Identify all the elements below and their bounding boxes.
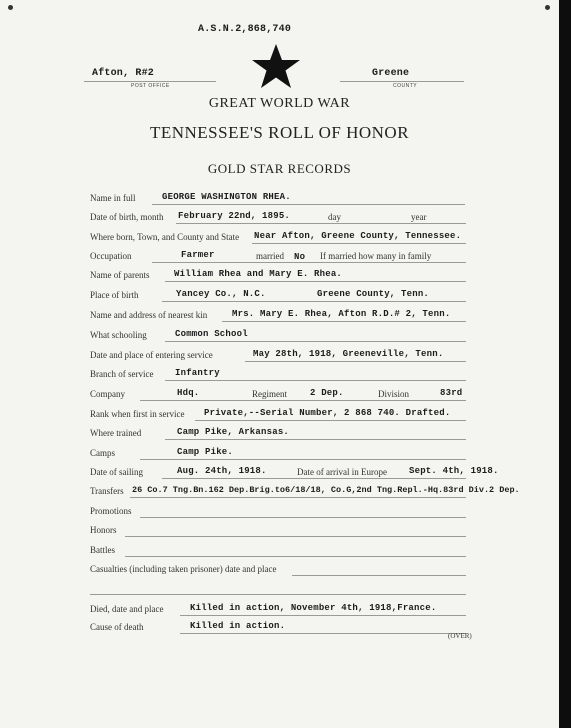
county-value: Greene (372, 68, 410, 79)
value-name: GEORGE WASHINGTON RHEA. (162, 192, 291, 202)
value-cause-of-death: Killed in action. (190, 621, 286, 631)
county-caption: COUNTY (393, 83, 418, 89)
serial-number: A.S.N.2,868,740 (198, 24, 292, 35)
value-division: 83rd (440, 388, 463, 398)
label-rank: Rank when first in service (90, 409, 185, 419)
label-branch: Branch of service (90, 369, 154, 379)
title-great-world-war: GREAT WORLD WAR (208, 96, 351, 111)
over-note: (OVER) (448, 632, 472, 640)
value-where-trained: Camp Pike, Arkansas. (177, 427, 290, 437)
label-year: year (411, 212, 427, 222)
label-schooling: What schooling (90, 330, 147, 340)
value-transfers: 26 Co.7 Tng.Bn.162 Dep.Brig.to6/18/18, Co.G,2nd Tng.Repl.-Hq.83rd Div.2 Dep. (132, 485, 520, 495)
value-schooling: Common School (175, 329, 248, 339)
label-if-married: If married how many in family (320, 251, 432, 261)
label-entering-service: Date and place of entering service (90, 350, 213, 360)
label-nearest-kin: Name and address of nearest kin (90, 310, 208, 320)
value-parents: William Rhea and Mary E. Rhea. (174, 269, 343, 279)
value-place-of-birth-a: Yancey Co., N.C. (176, 289, 266, 299)
label-arrival-europe: Date of arrival in Europe (297, 467, 387, 477)
value-date-of-sailing: Aug. 24th, 1918. (177, 466, 267, 476)
title-gold-star-records: GOLD STAR RECORDS (207, 161, 352, 176)
label-regiment: Regiment (252, 389, 287, 399)
value-camps: Camp Pike. (177, 447, 234, 457)
value-rank: Private,--Serial Number, 2 868 740. Drafted. (204, 408, 451, 418)
scan-edge (559, 0, 571, 728)
label-honors: Honors (90, 525, 117, 535)
label-dob: Date of birth, month (90, 212, 164, 222)
value-married: No (294, 252, 306, 262)
value-occupation: Farmer (181, 250, 215, 260)
star-icon (251, 43, 301, 89)
post-office-value: Afton, R#2 (92, 68, 155, 79)
value-regiment: 2 Dep. (310, 388, 344, 398)
value-dob: February 22nd, 1895. (178, 211, 291, 221)
value-place-of-birth-b: Greene County, Tenn. (317, 289, 430, 299)
value-company: Hdq. (177, 388, 200, 398)
label-day: day (328, 212, 341, 222)
label-cause-of-death: Cause of death (90, 622, 144, 632)
value-branch: Infantry (175, 368, 220, 378)
value-entering-service: May 28th, 1918, Greeneville, Tenn. (253, 349, 444, 359)
title-roll-of-honor: TENNESSEE'S ROLL OF HONOR (149, 123, 410, 142)
label-place-of-birth: Place of birth (90, 290, 139, 300)
label-occupation: Occupation (90, 251, 132, 261)
label-date-of-sailing: Date of sailing (90, 467, 143, 477)
label-casualties: Casualties (including taken prisoner) date and place (90, 564, 277, 574)
label-battles: Battles (90, 545, 115, 555)
value-arrival-europe: Sept. 4th, 1918. (409, 466, 499, 476)
label-died: Died, date and place (90, 604, 164, 614)
value-nearest-kin: Mrs. Mary E. Rhea, Afton R.D.# 2, Tenn. (232, 309, 451, 319)
value-died: Killed in action, November 4th, 1918,France. (190, 603, 437, 613)
post-office-caption: POST OFFICE (131, 83, 170, 89)
label-company: Company (90, 389, 125, 399)
label-promotions: Promotions (90, 506, 132, 516)
label-name: Name in full (90, 193, 136, 203)
label-where-born: Where born, Town, and County and State (90, 232, 240, 242)
label-transfers: Transfers (90, 486, 124, 496)
label-division: Division (378, 389, 410, 399)
value-where-born: Near Afton, Greene County, Tennessee. (254, 231, 462, 241)
label-married: married (256, 251, 284, 261)
label-camps: Camps (90, 448, 116, 458)
label-where-trained: Where trained (90, 428, 142, 438)
label-parents: Name of parents (90, 270, 150, 280)
